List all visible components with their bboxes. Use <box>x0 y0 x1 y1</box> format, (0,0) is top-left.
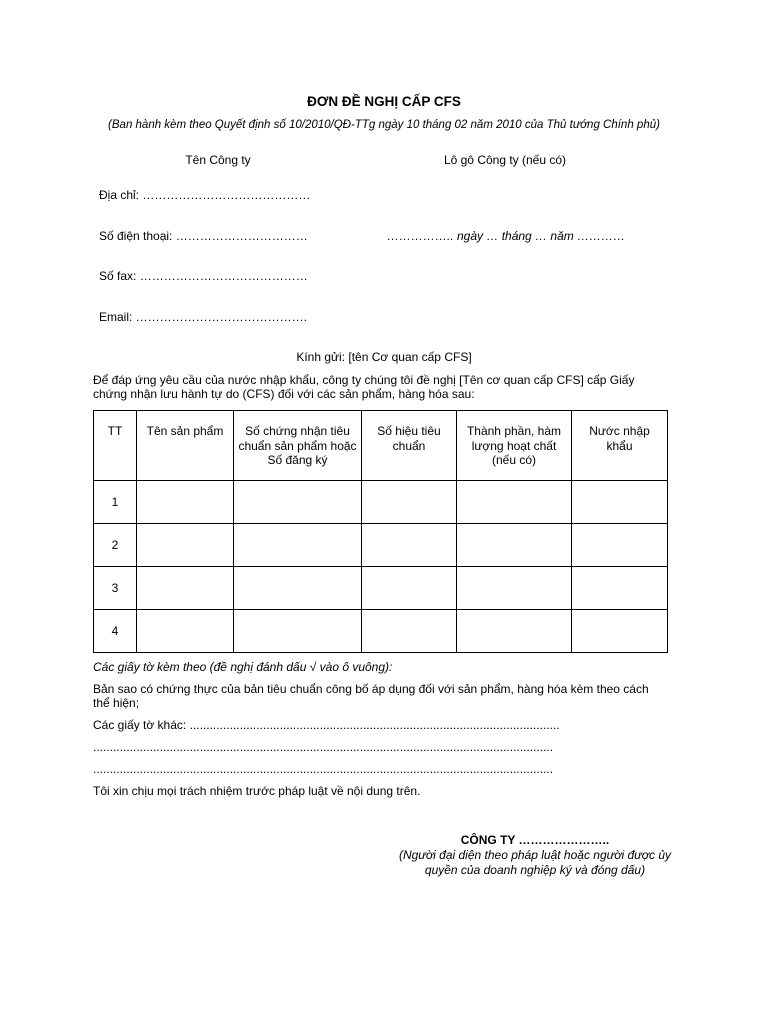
table-cell <box>234 524 362 567</box>
column-header-composition: Thành phần, hàm lượng hoạt chất (nếu có) <box>457 411 572 481</box>
address-field: Địa chỉ: …………………………………… <box>99 188 311 202</box>
table-cell <box>572 610 668 653</box>
document-subtitle: (Ban hành kèm theo Quyết định số 10/2010/QĐ-TTg ngày 10 tháng 02 năm 2010 của Thủ tướng Chính phủ) <box>108 119 660 131</box>
column-header-tt: TT <box>94 411 137 481</box>
company-name-label: Tên Công ty <box>185 153 251 167</box>
commitment-statement: Tôi xin chịu mọi trách nhiệm trước pháp luật về nội dung trên. <box>93 784 421 798</box>
column-header-product-name: Tên sản phẩm <box>137 411 234 481</box>
attachment-dots-line: .......................................................................................................................................... <box>93 762 554 776</box>
table-header-row <box>94 411 668 481</box>
signature-note: (Người đại diện theo pháp luật hoặc người được ủy quyền của doanh nghiệp ký và đóng dấu) <box>398 848 672 877</box>
table-cell <box>362 567 457 610</box>
table-cell <box>572 481 668 524</box>
table-cell <box>572 567 668 610</box>
table-cell <box>362 610 457 653</box>
table-cell <box>457 610 572 653</box>
table-cell <box>457 524 572 567</box>
table-cell: 3 <box>94 567 137 610</box>
table-cell <box>234 610 362 653</box>
table-row <box>94 481 668 524</box>
table-cell <box>234 481 362 524</box>
table-cell <box>137 524 234 567</box>
company-logo-label: Lô gô Công ty (nếu có) <box>443 153 567 167</box>
email-field: Email: ……………………………………. <box>99 310 308 324</box>
document-title: ĐƠN ĐỀ NGHỊ CẤP CFS <box>307 94 461 109</box>
date-line: …………….. ngày … tháng … năm ………… <box>387 229 626 243</box>
signature-company: CÔNG TY ………………….. <box>460 833 610 847</box>
attachment-dots-line: .......................................................................................................................................... <box>93 740 554 754</box>
table-cell <box>137 610 234 653</box>
table-cell <box>234 567 362 610</box>
fax-field: Số fax: …………………………………… <box>99 269 308 283</box>
table-cell <box>362 481 457 524</box>
column-header-standard-code: Số hiệu tiêu chuẩn <box>362 411 457 481</box>
table-cell: 2 <box>94 524 137 567</box>
table-row <box>94 567 668 610</box>
column-header-certificate-number: Số chứng nhận tiêu chuẩn sản phẩm hoặc Số đăng ký <box>234 411 362 481</box>
table-cell <box>362 524 457 567</box>
attachments-heading: Các giấy tờ kèm theo (đề nghị đánh dấu √ vào ô vuông): <box>93 660 393 674</box>
attachment-copy-item: Bản sao có chứng thực của bản tiêu chuẩn công bố áp dụng đối với sản phẩm, hàng hóa kèm theo cách thể hiện; <box>93 682 649 710</box>
table-cell: 1 <box>94 481 137 524</box>
attachment-other-item: Các giấy tờ khác: ............................................................................................................... <box>93 718 560 732</box>
table-cell <box>137 567 234 610</box>
column-header-import-country: Nước nhập khẩu <box>572 411 668 481</box>
table-cell <box>457 567 572 610</box>
table-cell <box>572 524 668 567</box>
product-table <box>93 410 668 653</box>
table-row <box>94 610 668 653</box>
table-cell <box>457 481 572 524</box>
table-cell: 4 <box>94 610 137 653</box>
recipient-line: Kính gửi: [tên Cơ quan cấp CFS] <box>296 350 472 364</box>
phone-field: Số điện thoại: …………………………… <box>99 229 308 243</box>
table-row <box>94 524 668 567</box>
intro-paragraph: Để đáp ứng yêu cầu của nước nhập khẩu, công ty chúng tôi đề nghị [Tên cơ quan cấp CFS] cấp Giấy chứng nhận lưu hành tự do (CFS) đối với các sản phẩm, hàng hóa sau: <box>93 373 635 401</box>
table-cell <box>137 481 234 524</box>
